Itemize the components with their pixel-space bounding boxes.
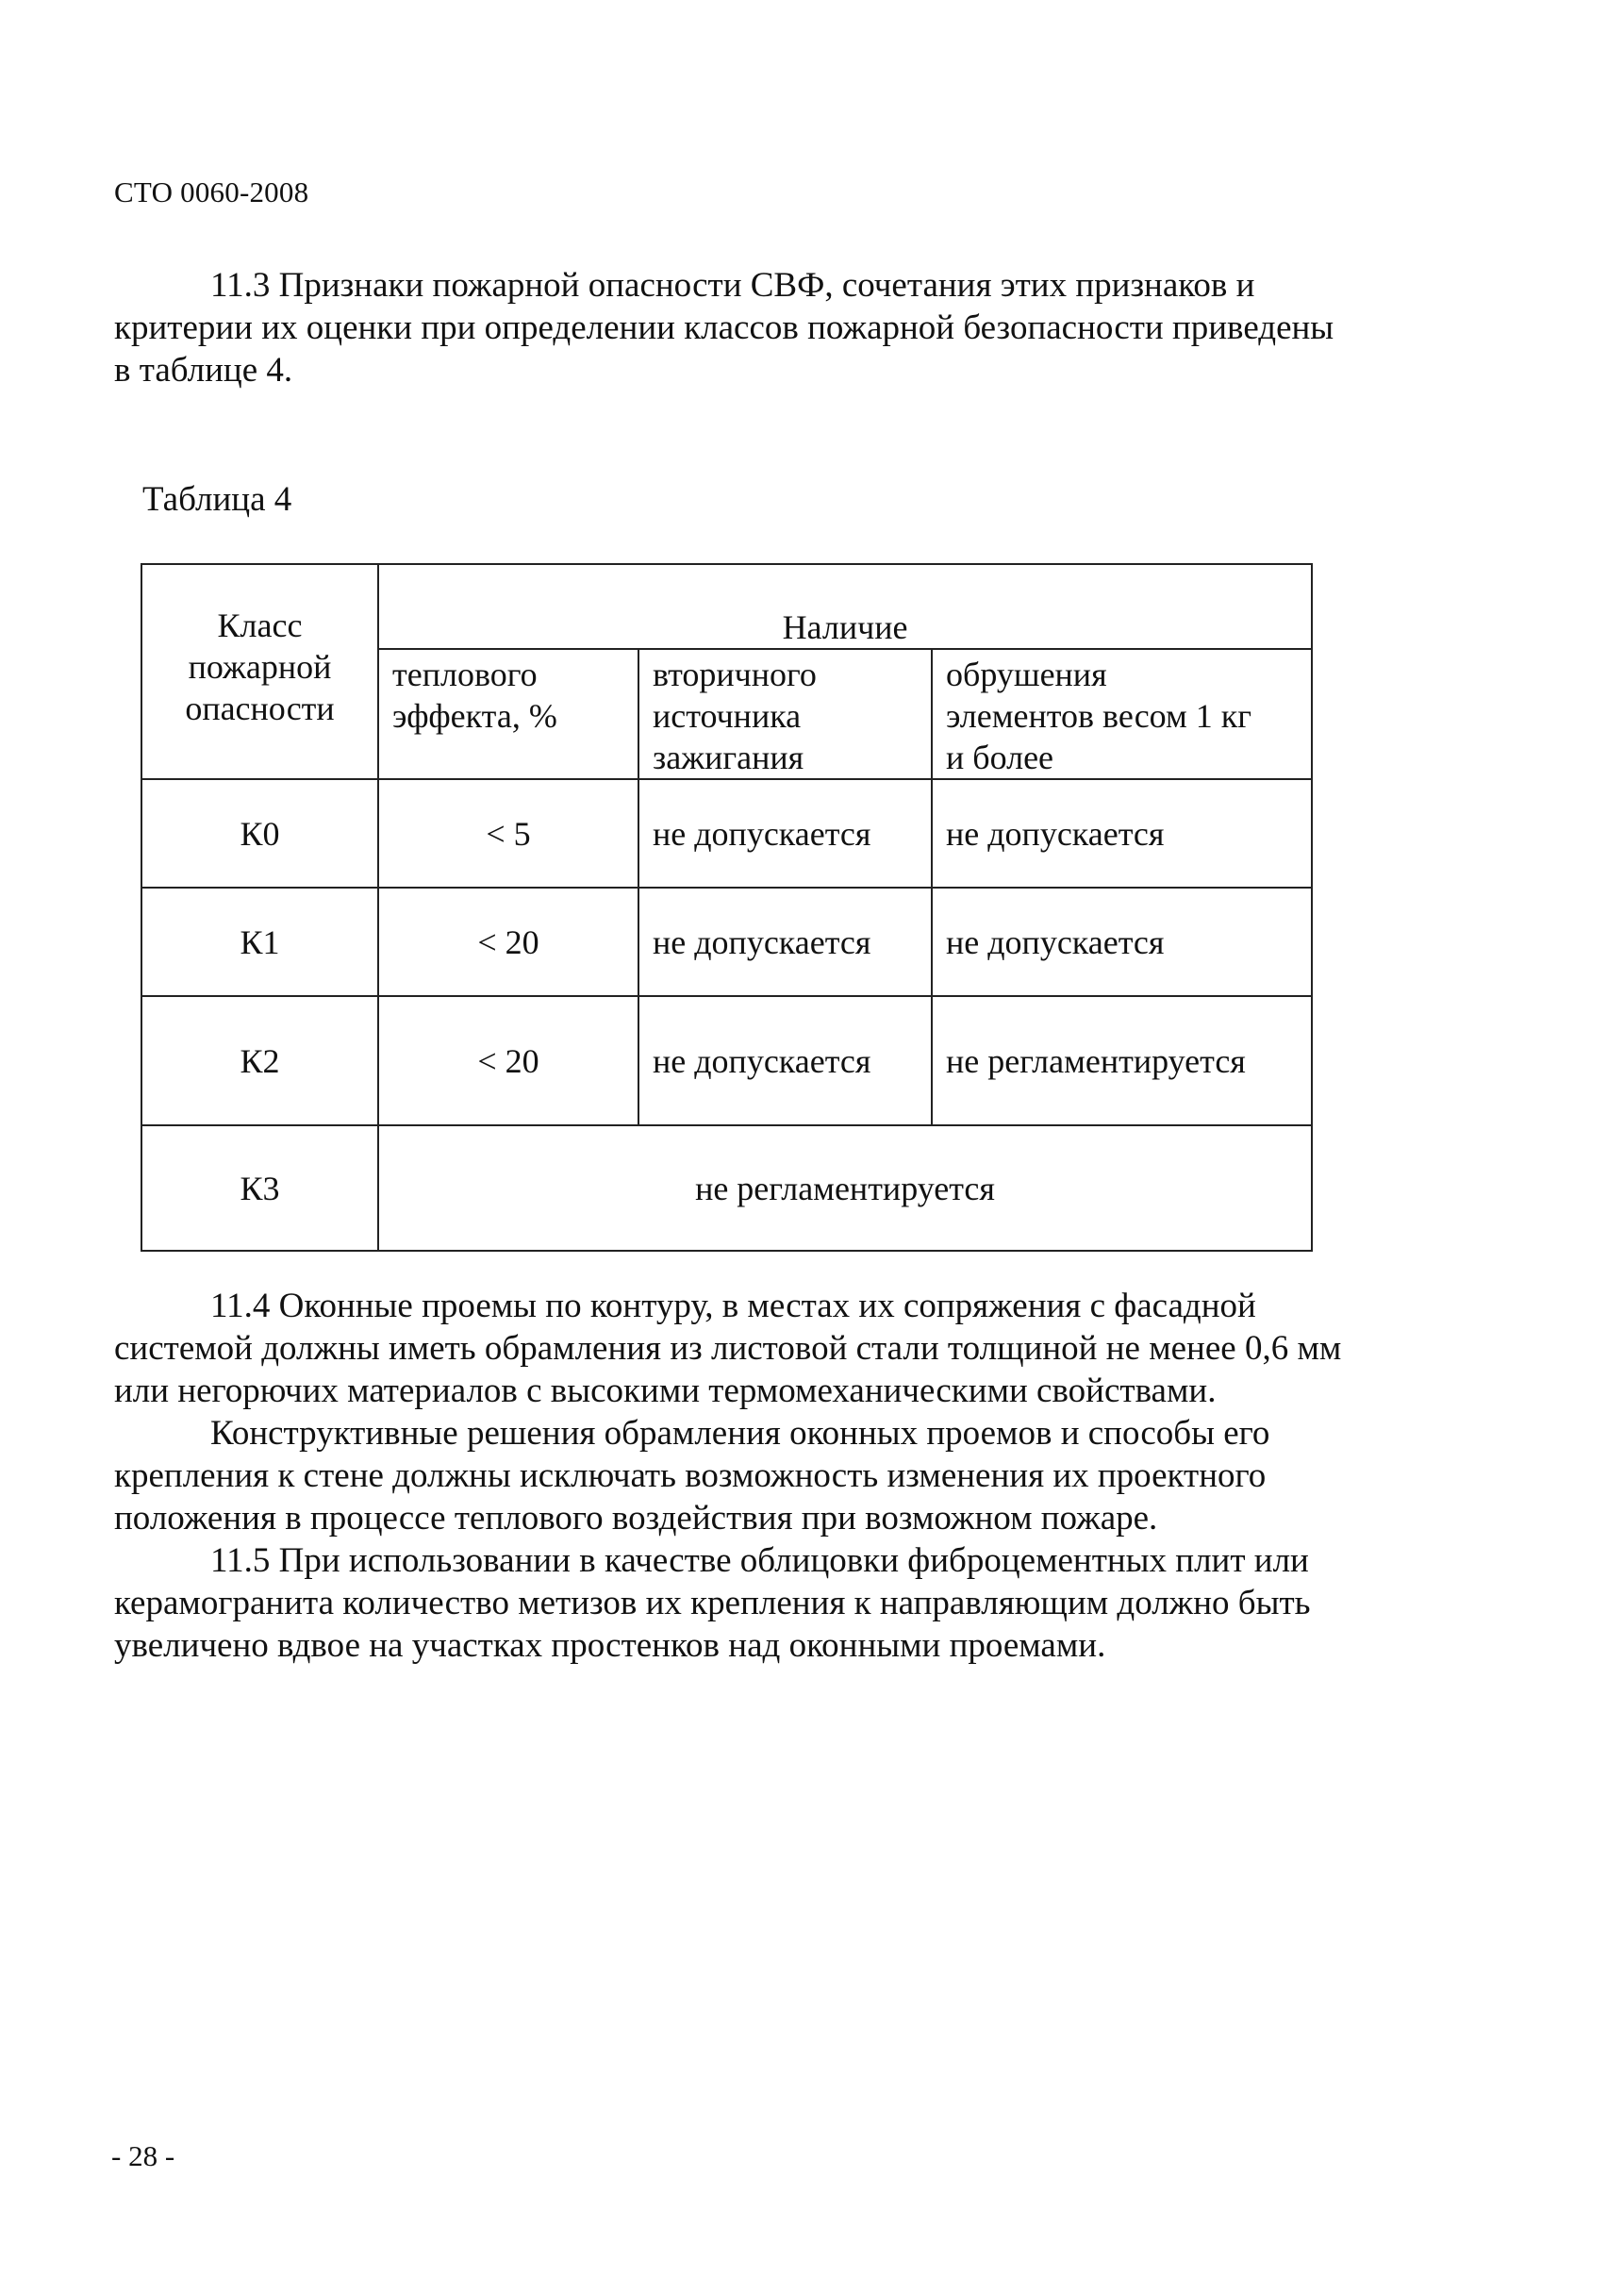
cell-collapse: не допускается <box>932 779 1312 888</box>
header-presence: Наличие <box>378 564 1312 649</box>
cell-collapse: не допускается <box>932 888 1312 996</box>
table-row <box>141 779 1312 888</box>
cell-secondary: не допускается <box>638 888 932 996</box>
cell-merged: не регламентируется <box>378 1125 1312 1251</box>
cell-class: К1 <box>141 888 378 996</box>
paragraphs-11-4-11-5 <box>114 1285 1434 1667</box>
document-code: СТО 0060-2008 <box>114 175 309 208</box>
page-number: - 28 - <box>111 2139 175 2172</box>
cell-heat: < 5 <box>378 779 638 888</box>
cell-secondary: не допускается <box>638 996 932 1125</box>
table-row <box>141 888 1312 996</box>
header-class: Класс пожарной опасности <box>141 564 378 779</box>
paragraph-line: крепления к стене должны исключать возможность изменения их проектного <box>114 1456 1267 1495</box>
table-caption: Таблица 4 <box>142 480 292 519</box>
header-heat-effect: теплового эффекта, % <box>378 649 638 779</box>
cell-heat: < 20 <box>378 996 638 1125</box>
header-secondary-ignition: вторичного источника зажигания <box>638 649 932 779</box>
fire-hazard-table <box>141 563 1313 1252</box>
cell-collapse: не регламентируется <box>932 996 1312 1125</box>
paragraph-line: увеличено вдвое на участках простенков над оконными проемами. <box>114 1626 1106 1665</box>
paragraph-line: критерии их оценки при определении классов пожарной безопасности приведены <box>114 308 1334 347</box>
paragraph-line: Конструктивные решения обрамления оконных проемов и способы его <box>210 1414 1270 1453</box>
header-collapse: обрушения элементов весом 1 кг и более <box>932 649 1312 779</box>
cell-class: К2 <box>141 996 378 1125</box>
paragraph-line: 11.5 При использовании в качестве облицовки фиброцементных плит или <box>210 1541 1309 1580</box>
cell-class: К3 <box>141 1125 378 1251</box>
cell-class: К0 <box>141 779 378 888</box>
paragraph-line: 11.3 Признаки пожарной опасности СВФ, сочетания этих признаков и <box>210 266 1255 305</box>
paragraph-line: керамогранита количество метизов их крепления к направляющим должно быть <box>114 1584 1311 1622</box>
paragraph-line: или негорючих материалов с высокими термомеханическими свойствами. <box>114 1371 1217 1410</box>
paragraph-line: системой должны иметь обрамления из листовой стали толщиной не менее 0,6 мм <box>114 1329 1342 1368</box>
paragraph-line: 11.4 Оконные проемы по контуру, в местах их сопряжения с фасадной <box>210 1287 1256 1325</box>
table-row <box>141 1125 1312 1251</box>
table-row <box>141 996 1312 1125</box>
paragraph-line: положения в процессе теплового воздействия при возможном пожаре. <box>114 1499 1158 1538</box>
paragraph-line: в таблице 4. <box>114 351 293 390</box>
cell-secondary: не допускается <box>638 779 932 888</box>
paragraph-11-3 <box>114 264 1434 391</box>
cell-heat: < 20 <box>378 888 638 996</box>
